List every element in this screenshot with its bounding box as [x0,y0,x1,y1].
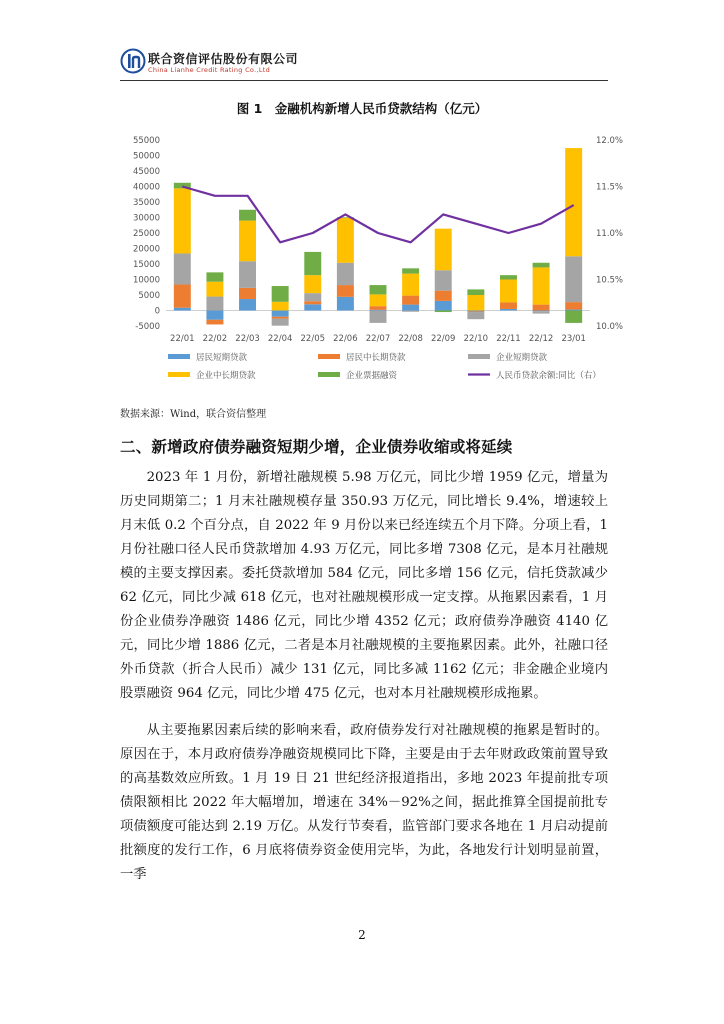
legend-swatch [318,372,340,377]
bar-segment [500,302,517,309]
bar-segment [402,311,419,312]
x-tick-label: 22/03 [235,334,260,344]
x-tick-label: 23/01 [561,334,586,344]
bar-segment [565,310,582,311]
x-tick-label: 22/01 [170,334,195,344]
bar-segment [239,299,256,310]
bar-segment [467,289,484,295]
y-left-tick-label: 30000 [132,213,160,224]
y-right-tick-label: 11.5% [596,182,624,193]
section-heading: 二、新增政府债券融资短期少增，企业债券收缩或将延续 [120,438,513,456]
bar-segment [174,308,191,311]
bar-segment [272,317,289,319]
bar-segment [304,252,321,275]
bar-segment [206,297,223,311]
bar-segment [206,272,223,281]
y-left-tick-label: 20000 [132,244,160,255]
bar-segment [304,304,321,310]
bar-segment [370,294,387,306]
bar-segment [337,218,354,263]
y-right-tick-label: 12.0% [596,136,624,146]
y-right-tick-label: 11.0% [596,229,624,239]
bar-segment [500,280,517,303]
bar-segment [402,305,419,311]
y-right-tick-label: 10.0% [596,322,624,332]
bar-segment [239,221,256,262]
bar-segment [174,188,191,253]
bar-segment [402,296,419,305]
legend-label: 人民币贷款余额:同比（右） [496,371,601,381]
bar-segment [337,263,354,285]
page-number: 2 [358,928,366,942]
x-tick-label: 22/02 [202,334,228,344]
bar-segment [467,295,484,311]
bar-segment [402,268,419,273]
y-left-tick-label: 5000 [138,291,160,301]
y-left-tick-label: 40000 [132,182,160,193]
bar-segment [206,311,223,320]
page-header [120,48,640,80]
bar-segment [304,275,321,293]
bar-segment [402,274,419,296]
bar-segment [500,309,517,311]
bar-segment [370,310,387,311]
header-divider [120,80,608,81]
bar-segment [533,311,550,312]
bar-segment [174,253,191,284]
x-tick-label: 22/12 [528,334,554,344]
legend-swatch [468,354,490,359]
bar-segment [272,286,289,302]
company-name-cn: 联合资信评估股份有限公司 [148,52,299,66]
bar-segment [174,284,191,307]
bar-segment [533,305,550,311]
bar-segment [533,267,550,304]
bar-segment [565,148,582,256]
bar-segment [435,301,452,311]
legend-label: 居民短期贷款 [196,353,248,363]
bar-segment [565,302,582,309]
bar-segment [370,285,387,294]
x-tick-label: 22/07 [365,334,391,344]
x-tick-label: 22/04 [267,334,293,344]
x-tick-label: 22/06 [333,334,358,344]
x-tick-label: 22/10 [463,334,489,344]
bar-segment [206,320,223,325]
bar-segment [467,312,484,319]
company-logo-icon [120,48,146,74]
bar-segment [239,261,256,288]
legend-label: 企业短期贷款 [496,353,548,363]
x-tick-label: 22/05 [300,334,326,344]
company-name-en: China Lianhe Credit Rating Co.,Ltd [148,66,271,74]
bar-segment [435,291,452,301]
y-left-tick-label: -5000 [135,322,160,332]
paragraph-1: 2023 年 1 月份，新增社融规模 5.98 万亿元，同比少增 1959 亿元，增量为历史同期第二；1 月末社融规模存量 350.93 万亿元，同比增长 9.4%，增速较上月末低 0.2 个百分点，自 2022 年 9 月份以来已经连续五个月下降。分项上看，1 月份社融口径人民币贷款增加 4.93 万亿元，同比多增 7308 亿元，是本月社融规模的主要支撑因素。委托贷款增加 584 亿元，同比多增 156 亿元，信托贷款减少 62 亿元，同比少减 618 亿元，也对社融规模形成一定支撑。从拖累因素看，1 月份企业债券净融资 1486 亿元，同比少增 4352 亿元；政府债券净融资 4140 亿元，同比少增 1886 亿元，二者是本月社融规模的主要拖累因素。此外，社融口径外币贷款（折合人民币）减少 131 亿元，同比多减 1162 亿元；非金融企业境内股票融资 964 亿元，同比少增 475 亿元，也对本月社融规模形成拖累。 [120,470,608,701]
figure-title: 图 1 金融机构新增人民币贷款结构（亿元） [236,101,488,116]
x-tick-label: 22/09 [430,334,456,344]
y-left-tick-label: 10000 [132,275,160,286]
bar-segment [272,302,289,311]
legend-label: 企业中长期贷款 [196,371,256,381]
legend-swatch [168,372,190,377]
bar-segment [239,288,256,299]
figure-source: 数据来源：Wind，联合资信整理 [120,409,267,420]
paragraph-2: 从主要拖累因素后续的影响来看，政府债券发行对社融规模的拖累是暂时的。原因在于，本月政府债券净融资规模同比下降，主要是由于去年财政政策前置导致的高基数效应所致。1 月 19 日 21 世纪经济报道指出，多地 2023 年提前批专项债限额相比 2022 年大幅增加，增速在 34%－92%之间，据此推算全国提前批专项债额度可能达到 2.19 万亿。从发行节奏看，监管部门要求各地在 1 月启动提前批额度的发行工作，6 月底将债券资金使用完毕，为此，各地发行计划明显前置，一季 [120,723,608,882]
bar-segment [239,210,256,221]
bar-segment [304,293,321,301]
bar-segment [533,311,550,313]
x-tick-label: 22/08 [398,334,423,344]
bar-segment [467,311,484,312]
y-left-tick-label: 0 [154,306,160,317]
x-tick-label: 22/11 [496,334,521,344]
bar-segment [565,256,582,302]
bar-segment [272,311,289,317]
bar-segment [565,311,582,323]
bar-segment [206,282,223,297]
legend-label: 居民中长期贷款 [346,353,406,363]
bar-segment [337,285,354,297]
y-left-tick-label: 50000 [132,151,160,162]
legend-swatch [168,354,190,359]
legend-label: 企业票据融资 [346,371,398,381]
bar-segment [304,301,321,304]
y-left-tick-label: 55000 [132,136,160,146]
y-left-tick-label: 15000 [132,260,160,270]
bar-segment [435,270,452,290]
y-left-tick-label: 25000 [132,229,160,239]
bar-segment [272,319,289,326]
bar-segment [435,311,452,313]
loan-structure-chart [120,130,640,392]
bar-segment [500,275,517,279]
y-left-tick-label: 35000 [132,198,160,208]
bar-segment [370,311,387,323]
bar-segment [533,263,550,268]
bar-segment [467,311,484,312]
bar-segment [337,297,354,311]
y-right-tick-label: 10.5% [596,275,624,286]
bar-segment [435,229,452,271]
legend-swatch [318,354,340,359]
bar-segment [370,306,387,310]
y-left-tick-label: 45000 [132,167,160,177]
